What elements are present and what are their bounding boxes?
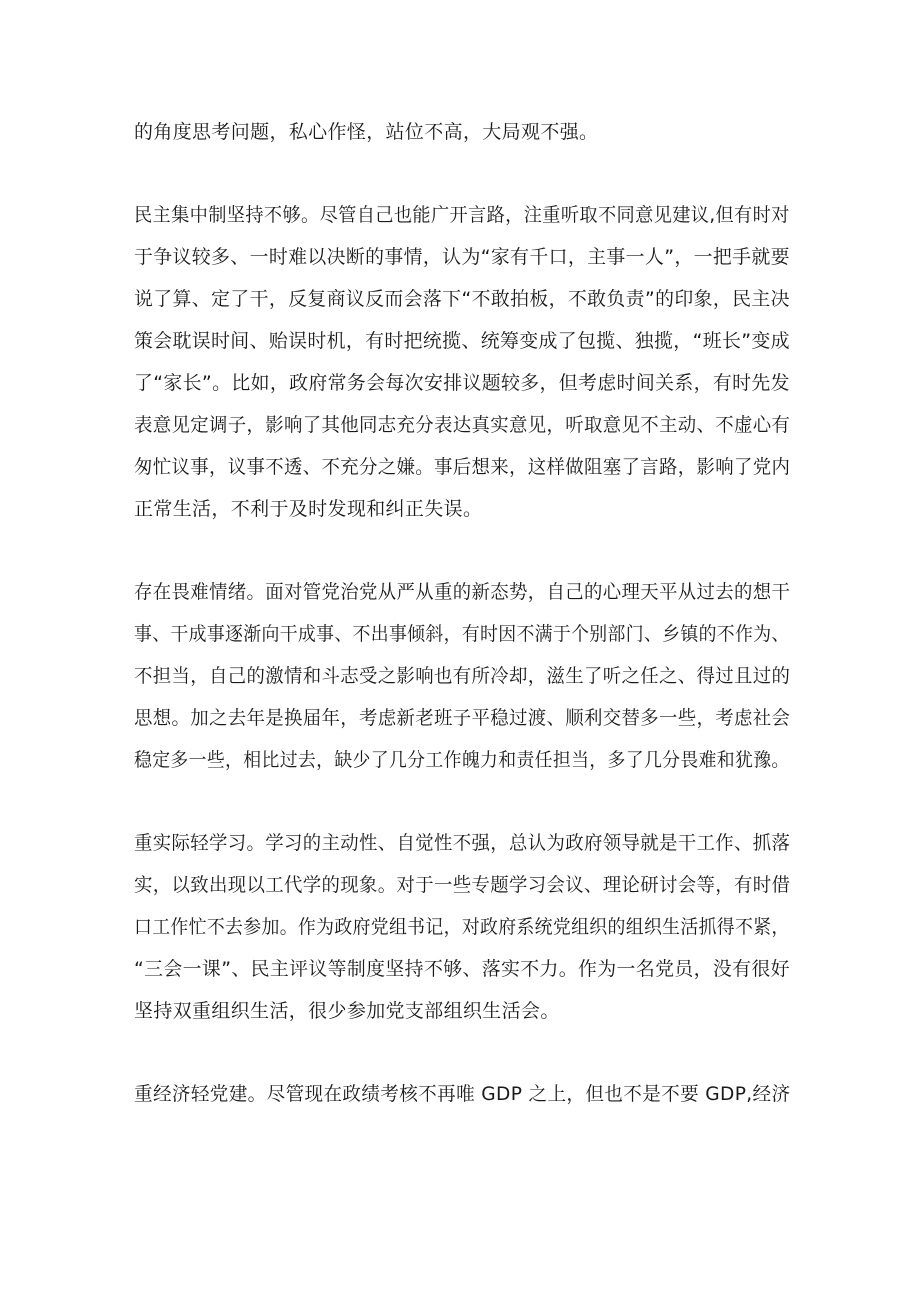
paragraph-line: 稳定多一些，相比过去，缺少了几分工作魄力和责任担当，多了几分畏难和犹豫。 bbox=[134, 749, 790, 771]
paragraph-line: 不担当，自己的激情和斗志受之影响也有所冷却，滋生了听之任之、得过且过的 bbox=[134, 665, 791, 687]
paragraph-line: 策会耽误时间、贻误时机，有时把统揽、统筹变成了包揽、独揽，“班长”变成 bbox=[134, 330, 790, 352]
paragraph-line: 匆忙议事，议事不透、不充分之嫌。事后想来，这样做阻塞了言路，影响了党内 bbox=[134, 456, 791, 478]
paragraph-line: 实，以致出现以工代学的现象。对于一些专题学习会议、理论研讨会等，有时借 bbox=[134, 874, 791, 896]
paragraph-line: 民主集中制坚持不够。尽管自己也能广开言路，注重听取不同意见建议,但有时对 bbox=[134, 204, 790, 226]
paragraph-line: 正常生活，不利于及时发现和纠正失误。 bbox=[134, 498, 483, 520]
paragraph-line: 的角度思考问题，私心作怪，站位不高，大局观不强。 bbox=[134, 121, 599, 143]
paragraph-line: 事、干成事逐渐向干成事、不出事倾斜，有时因不满于个别部门、乡镇的不作为、 bbox=[134, 623, 790, 645]
paragraph-line: “三会一课”、民主评议等制度坚持不够、落实不力。作为一名党员，没有很好 bbox=[134, 958, 790, 980]
paragraph-line: 口工作忙不去参加。作为政府党组书记，对政府系统党组织的组织生活抓得不紧， bbox=[134, 916, 790, 938]
paragraph-line: 说了算、定了干，反复商议反而会落下“不敢拍板，不敢负责”的印象，民主决 bbox=[134, 288, 790, 310]
paragraph-line: 坚持双重组织生活，很少参加党支部组织生活会。 bbox=[134, 1000, 560, 1022]
paragraph-line: 重实际轻学习。学习的主动性、自觉性不强，总认为政府领导就是干工作、抓落 bbox=[134, 832, 791, 854]
paragraph-line: 了“家长”。比如，政府常务会每次安排议题较多，但考虑时间关系，有时先发 bbox=[134, 372, 790, 394]
paragraph-line: 思想。加之去年是换届年，考虑新老班子平稳过渡、顺利交替多一些，考虑社会 bbox=[134, 707, 791, 729]
paragraph-line: 于争议较多、一时难以决断的事情，认为“家有千口，主事一人”，一把手就要 bbox=[134, 246, 790, 268]
paragraph-line: 存在畏难情绪。面对管党治党从严从重的新态势，自己的心理天平从过去的想干 bbox=[134, 581, 791, 603]
paragraph-line: 表意见定调子，影响了其他同志充分表达真实意见，听取意见不主动、不虚心有 bbox=[134, 414, 791, 436]
paragraph-line: 重经济轻党建。尽管现在政绩考核不再唯 GDP 之上，但也不是不要 GDP,经济 bbox=[134, 1083, 791, 1105]
